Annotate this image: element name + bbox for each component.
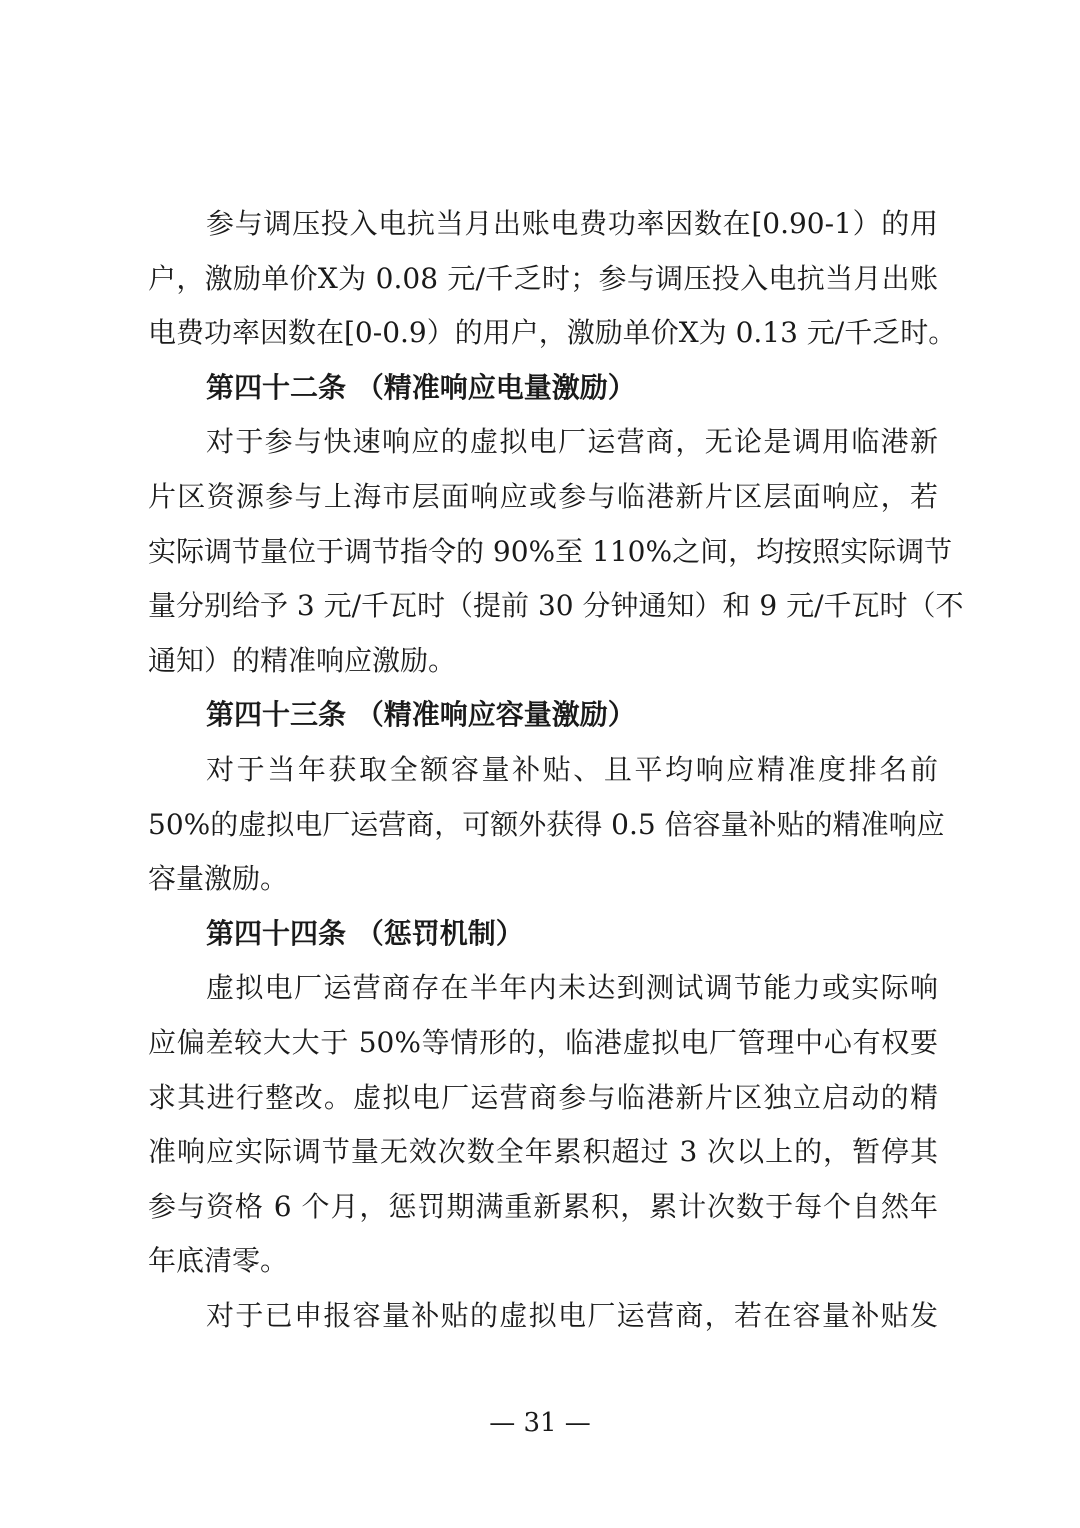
text-line: 户，激励单价X为 0.08 元/千乏时；参与调压投入电抗当月出账 [148, 261, 938, 295]
text-line: 通知）的精准响应激励。 [148, 643, 457, 677]
text-line: 准响应实际调节量无效次数全年累积超过 3 次以上的，暂停其 [148, 1135, 938, 1169]
article-heading [148, 361, 938, 416]
heading-line: 第四十三条 （精准响应容量激励） [206, 698, 636, 732]
text-line: 应偏差较大大于 50%等情形的，临港虚拟电厂管理中心有权要 [148, 1025, 938, 1059]
text-line: 对于已申报容量补贴的虚拟电厂运营商，若在容量补贴发 [206, 1298, 938, 1332]
heading-line: 第四十四条 （惩罚机制） [206, 916, 524, 950]
article-heading [148, 688, 938, 743]
text-line: 参与资格 6 个月，惩罚期满重新累积，累计次数于每个自然年 [148, 1189, 938, 1223]
paragraph [148, 197, 957, 361]
text-line: 容量激励。 [148, 862, 289, 896]
text-line: 参与调压投入电抗当月出账电费功率因数在[0.90-1）的用 [206, 207, 938, 240]
heading-line: 第四十二条 （精准响应电量激励） [206, 370, 636, 404]
text-line: 对于当年获取全额容量补贴、且平均响应精准度排名前 [206, 752, 938, 786]
text-line: 电费功率因数在[0-0.9）的用户，激励单价X为 0.13 元/千乏时。 [148, 316, 957, 350]
page-number: — 31 — [489, 1408, 591, 1438]
text-line: 片区资源参与上海市层面响应或参与临港新片区层面响应，若 [148, 479, 938, 513]
text-line: 50%的虚拟电厂运营商，可额外获得 0.5 倍容量补贴的精准响应 [148, 807, 945, 841]
article-heading [148, 907, 938, 962]
paragraph [148, 743, 945, 907]
paragraph [148, 961, 938, 1289]
text-line: 求其进行整改。虚拟电厂运营商参与临港新片区独立启动的精 [148, 1080, 938, 1114]
text-line: 年底清零。 [148, 1244, 289, 1278]
text-line: 量分别给予 3 元/千瓦时（提前 30 分钟通知）和 9 元/千瓦时（不 [148, 589, 964, 623]
paragraph [148, 415, 964, 688]
text-line: 虚拟电厂运营商存在半年内未达到测试调节能力或实际响 [206, 971, 938, 1005]
text-line: 对于参与快速响应的虚拟电厂运营商，无论是调用临港新 [206, 425, 938, 459]
document-body [148, 197, 964, 1343]
paragraph [148, 1289, 938, 1344]
text-line: 实际调节量位于调节指令的 90%至 110%之间，均按照实际调节 [148, 534, 953, 568]
